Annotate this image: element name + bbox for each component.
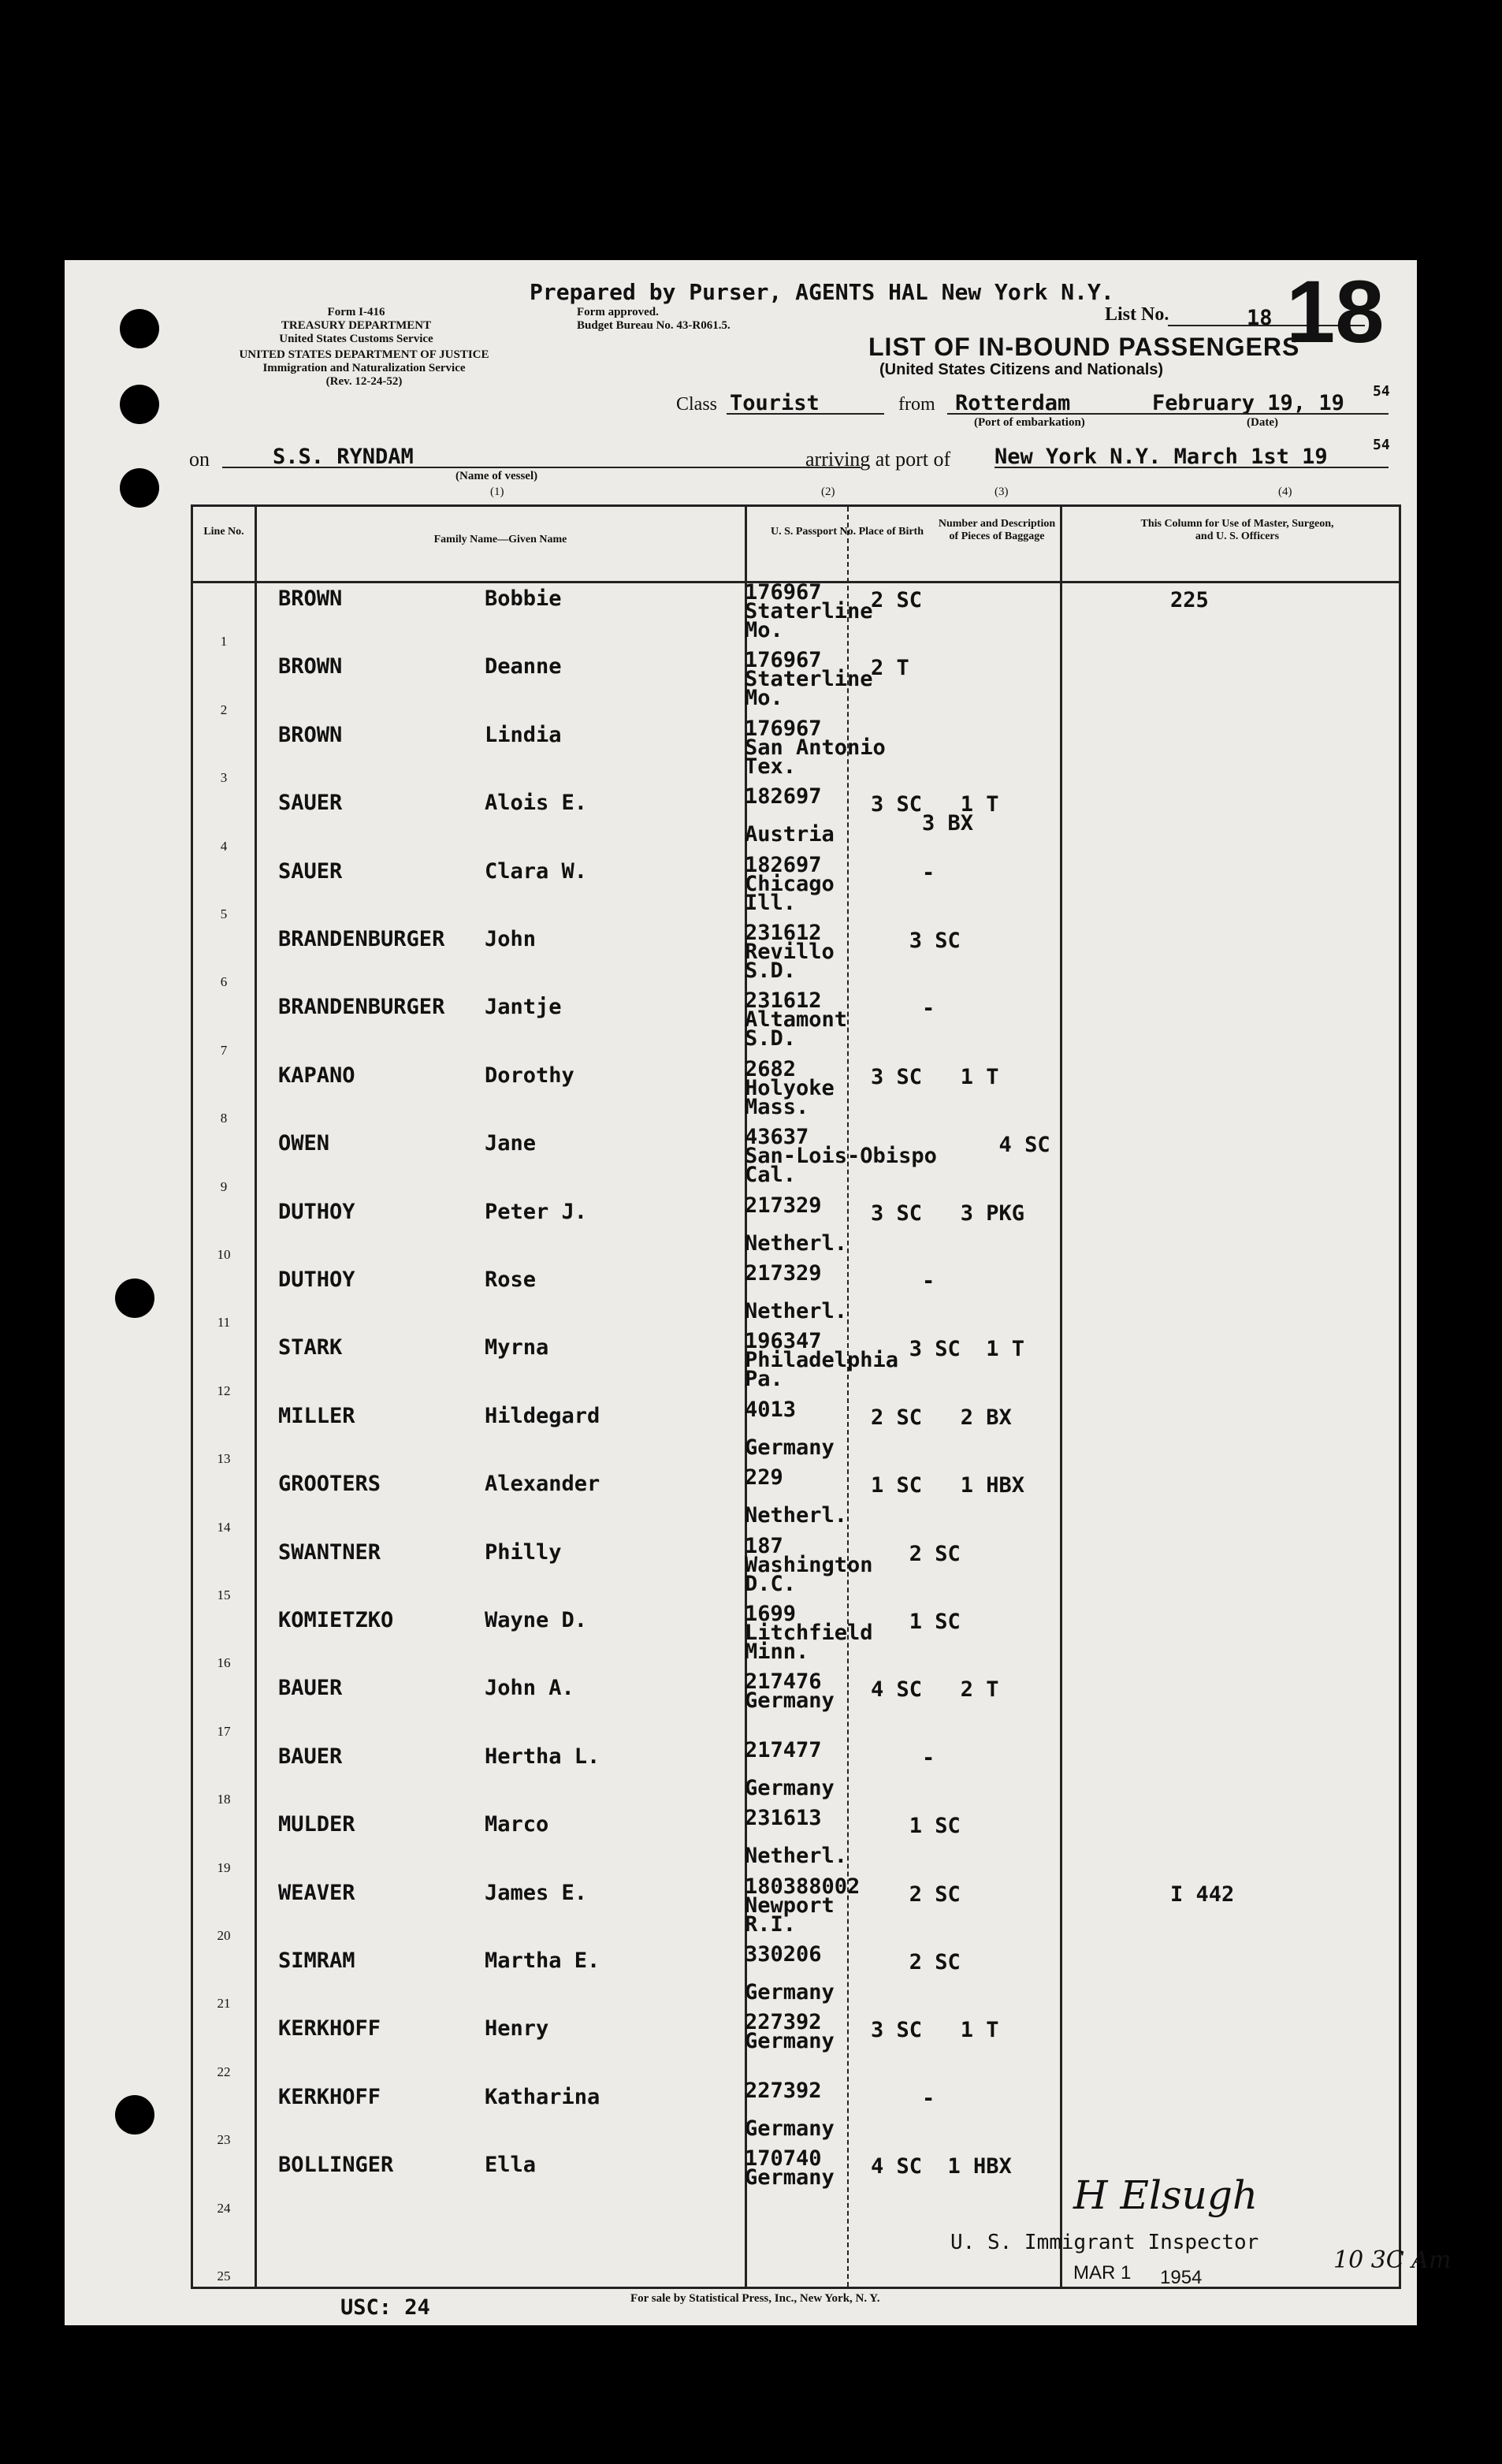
- treasury-dept: TREASURY DEPARTMENT: [281, 319, 432, 332]
- line-number: 17: [217, 1723, 231, 1739]
- passport-birthplace: 231612 Revillo S.D.: [745, 921, 835, 983]
- baggage: 2 SC: [871, 1950, 961, 1975]
- line-number: 18: [217, 1792, 231, 1807]
- passport-birthplace: 227392 Germany: [745, 2010, 835, 2054]
- line-number: 19: [217, 1859, 231, 1875]
- col-header-baggage: Number and Description of Pieces of Baggage: [938, 518, 1056, 542]
- table-row: [193, 921, 1399, 992]
- list-number-stamp: 18: [1286, 262, 1385, 361]
- line-number: 2: [220, 702, 228, 717]
- date-underline: [1152, 413, 1389, 415]
- line-number: 11: [217, 1315, 231, 1331]
- baggage: 2 SC: [871, 1881, 961, 1907]
- col-num-2: (2): [821, 486, 835, 498]
- family-name: BROWN: [278, 654, 343, 679]
- officer-note: I 442: [1170, 1881, 1235, 1907]
- line-number: 7: [220, 1042, 228, 1058]
- family-name: BROWN: [278, 722, 343, 747]
- baggage: -: [871, 1745, 935, 1770]
- passport-birthplace: 176967 Staterline Mo.: [745, 648, 873, 711]
- class-underline: [727, 413, 884, 415]
- passport-birthplace: 217329 Netherl.: [745, 1193, 848, 1256]
- inspector-label: U. S. Immigrant Inspector: [950, 2231, 1259, 2254]
- table-row: [193, 1193, 1399, 1264]
- baggage: -: [871, 2086, 935, 2111]
- table-row: [193, 1806, 1399, 1877]
- table-row: [193, 852, 1399, 924]
- baggage: 1 SC: [871, 1610, 961, 1634]
- line-number: 14: [217, 1519, 231, 1535]
- passport-birthplace: 217477 Germany: [745, 1737, 835, 1800]
- given-name: Clara W.: [485, 858, 588, 884]
- line-number: 5: [220, 906, 228, 921]
- class-label: Class: [676, 394, 718, 415]
- given-name: Marco: [485, 1812, 549, 1837]
- given-name: Lindia: [485, 722, 562, 747]
- baggage: 2 SC 2 BX: [871, 1405, 1012, 1430]
- given-name: Ella: [485, 2153, 537, 2178]
- passport-birthplace: 330206 Germany: [745, 1942, 835, 2004]
- passport-birthplace: 229 Netherl.: [745, 1465, 848, 1528]
- date-year-suffix: 54: [1373, 383, 1390, 400]
- given-name: Martha E.: [485, 1948, 600, 1973]
- justice-dept: UNITED STATES DEPARTMENT OF JUSTICE: [239, 348, 489, 361]
- table-row: [193, 1602, 1399, 1673]
- passport-birthplace: 4013 Germany: [745, 1397, 835, 1460]
- given-name: Myrna: [485, 1335, 549, 1360]
- family-name: STARK: [278, 1335, 343, 1360]
- table-row: [193, 1056, 1399, 1128]
- family-name: BROWN: [278, 586, 343, 611]
- table-row: [193, 2010, 1399, 2081]
- officer-note: 225: [1170, 588, 1209, 612]
- line-number: 16: [217, 1655, 231, 1671]
- baggage: 3 SC 1 T: [871, 2018, 999, 2043]
- prepared-by: Prepared by Purser, AGENTS HAL New York N.Y.: [530, 279, 1114, 305]
- budget-bureau: Budget Bureau No. 43-R061.5.: [577, 319, 731, 332]
- line-number: 21: [217, 1996, 231, 2012]
- arrival-year-suffix: 54: [1373, 437, 1390, 453]
- form-revision: (Rev. 12-24-52): [325, 375, 403, 388]
- line-number: 1: [220, 634, 228, 649]
- binder-hole: [120, 309, 159, 348]
- col-num-3: (3): [995, 486, 1009, 498]
- class-value: Tourist: [730, 391, 820, 415]
- given-name: Dorothy: [485, 1063, 574, 1088]
- binder-hole: [115, 1279, 154, 1318]
- form-subtitle: (United States Citizens and Nationals): [879, 361, 1164, 378]
- family-name: KERKHOFF: [278, 2016, 381, 2042]
- col-header-passport: U. S. Passport No. Place of Birth: [770, 526, 924, 538]
- given-name: Philly: [485, 1539, 562, 1565]
- passport-birthplace: 217329 Netherl.: [745, 1261, 848, 1323]
- arriving-label: arriving at port of: [805, 448, 951, 471]
- passport-birthplace: 1699 Litchfield Minn.: [745, 1602, 873, 1664]
- family-name: KOMIETZKO: [278, 1608, 394, 1632]
- binder-hole: [115, 2095, 154, 2135]
- table-row: [193, 1533, 1399, 1605]
- given-name: Deanne: [485, 654, 562, 679]
- passport-birthplace: 182697 Austria: [745, 784, 835, 847]
- list-no-label: List No.: [1105, 304, 1169, 325]
- family-name: SWANTNER: [278, 1539, 381, 1565]
- table-row: [193, 716, 1399, 787]
- table-row: [193, 1125, 1399, 1196]
- arrival-value: New York N.Y. March 1st 19: [995, 445, 1328, 469]
- table-row: [193, 988, 1399, 1059]
- baggage: 3 SC 1 T: [871, 1064, 999, 1089]
- passport-birthplace: 43637 San-Lois-Obispo Cal.: [745, 1125, 937, 1188]
- family-name: OWEN: [278, 1131, 330, 1156]
- family-name: BOLLINGER: [278, 2153, 394, 2178]
- line-number: 20: [217, 1927, 231, 1943]
- given-name: Wayne D.: [485, 1608, 588, 1632]
- baggage: 2 SC: [871, 1541, 961, 1566]
- passport-birthplace: 231612 Altamont S.D.: [745, 988, 848, 1051]
- passport-birthplace: 182697 Chicago Ill.: [745, 852, 835, 915]
- given-name: Katharina: [485, 2084, 600, 2109]
- usc-count: USC: 24: [340, 2295, 430, 2320]
- vessel-value: S.S. RYNDAM: [273, 445, 414, 469]
- passenger-table: [191, 504, 1401, 2289]
- passport-birthplace: 187 Washington D.C.: [745, 1533, 873, 1596]
- date-caption: (Date): [1247, 416, 1278, 429]
- family-name: KERKHOFF: [278, 2084, 381, 2109]
- baggage: 2 T: [871, 656, 909, 681]
- family-name: SAUER: [278, 791, 343, 816]
- baggage: -: [871, 860, 935, 885]
- baggage: 3 SC 1 T 3 BX: [871, 792, 999, 836]
- given-name: James E.: [485, 1880, 588, 1905]
- family-name: BAUER: [278, 1676, 343, 1701]
- binder-hole: [120, 468, 159, 508]
- table-row: [193, 1465, 1399, 1536]
- inspector-signature: H Elsugh: [1073, 2172, 1258, 2218]
- passport-birthplace: 176967 San Antonio Tex.: [745, 716, 886, 779]
- baggage: 1 SC: [871, 1814, 961, 1839]
- table-row: [193, 1942, 1399, 2013]
- given-name: Bobbie: [485, 586, 562, 611]
- passport-birthplace: 180388002 Newport R.I.: [745, 1874, 861, 1937]
- line-number: 23: [217, 2132, 231, 2148]
- table-row: [193, 648, 1399, 719]
- table-row: [193, 1397, 1399, 1468]
- given-name: Hildegard: [485, 1403, 600, 1428]
- given-name: Rose: [485, 1267, 537, 1292]
- given-name: Jantje: [485, 995, 562, 1020]
- line-number: 15: [217, 1587, 231, 1602]
- col-num-4: (4): [1278, 486, 1292, 498]
- vessel-caption: (Name of vessel): [455, 470, 538, 482]
- justice-block: [183, 348, 545, 389]
- customs-service: United States Customs Service: [279, 333, 433, 345]
- baggage: 3 SC 3 PKG: [871, 1200, 1025, 1226]
- date-value: February 19, 19: [1152, 391, 1344, 415]
- family-name: BRANDENBURGER: [278, 927, 445, 951]
- form-title: LIST OF IN-BOUND PASSENGERS: [868, 333, 1300, 361]
- line-number: 6: [220, 974, 228, 990]
- family-name: MILLER: [278, 1403, 355, 1428]
- family-name: BRANDENBURGER: [278, 995, 445, 1020]
- line-number: 3: [220, 770, 228, 786]
- table-row: [193, 1874, 1399, 1945]
- given-name: John A.: [485, 1676, 574, 1701]
- form-header-block: [214, 306, 498, 346]
- from-value: Rotterdam: [955, 391, 1071, 415]
- baggage: 3 SC: [871, 929, 961, 953]
- form-approved: [577, 306, 731, 333]
- from-underline: [947, 413, 1184, 415]
- vessel-underline: [222, 467, 861, 468]
- list-no-value: 18: [1247, 306, 1273, 330]
- family-name: DUTHOY: [278, 1267, 355, 1292]
- family-name: SIMRAM: [278, 1948, 355, 1973]
- ins-service: Immigration and Naturalization Service: [262, 362, 466, 374]
- line-number: 8: [220, 1111, 228, 1126]
- family-name: WEAVER: [278, 1880, 355, 1905]
- port-caption: (Port of embarkation): [974, 416, 1085, 429]
- col-header-name: Family Name—Given Name: [433, 534, 567, 545]
- family-name: GROOTERS: [278, 1472, 381, 1497]
- baggage: 4 SC 1 HBX: [871, 2154, 1012, 2179]
- given-name: Alexander: [485, 1472, 600, 1497]
- line-number: 24: [217, 2200, 231, 2216]
- col-header-line-no: Line No.: [203, 526, 244, 538]
- table-row: [193, 1329, 1399, 1400]
- table-row: [193, 1737, 1399, 1809]
- col-num-1: (1): [490, 486, 504, 498]
- family-name: KAPANO: [278, 1063, 355, 1088]
- line-number: 4: [220, 838, 228, 854]
- form-id: Form I-416: [327, 306, 385, 318]
- col-header-officers: This Column for Use of Master, Surgeon, and U. S. Officers: [1140, 518, 1334, 542]
- printer-credit: For sale by Statistical Press, Inc., New York, N. Y.: [630, 2292, 880, 2305]
- passport-birthplace: 231613 Netherl.: [745, 1806, 848, 1869]
- passport-birthplace: 196347 Philadelphia Pa.: [745, 1329, 899, 1392]
- table-row: [193, 580, 1399, 651]
- family-name: SAUER: [278, 858, 343, 884]
- line-number: 13: [217, 1451, 231, 1467]
- passport-birthplace: 227392 Germany: [745, 2078, 835, 2141]
- given-name: Hertha L.: [485, 1744, 600, 1769]
- line-number: 22: [217, 2064, 231, 2079]
- baggage: -: [871, 996, 935, 1022]
- given-name: Peter J.: [485, 1199, 588, 1224]
- stamp-date: MAR 1: [1073, 2262, 1132, 2283]
- margin-note: 10 3C Am: [1333, 2246, 1452, 2274]
- given-name: Alois E.: [485, 791, 588, 816]
- arrival-underline: [995, 467, 1389, 468]
- binder-hole: [120, 385, 159, 424]
- table-row: [193, 784, 1399, 855]
- form-approved-text: Form approved.: [577, 306, 659, 318]
- table-row: [193, 1261, 1399, 1332]
- family-name: MULDER: [278, 1812, 355, 1837]
- line-number: 9: [220, 1178, 228, 1194]
- family-name: DUTHOY: [278, 1199, 355, 1224]
- baggage: 1 SC 1 HBX: [871, 1473, 1025, 1498]
- table-row: [193, 2078, 1399, 2149]
- baggage: 3 SC 1 T: [871, 1337, 1025, 1362]
- passenger-list-page: [65, 260, 1452, 2325]
- given-name: John: [485, 927, 537, 951]
- stamp-year: 1954: [1160, 2267, 1203, 2288]
- line-number: 10: [217, 1246, 231, 1262]
- given-name: Henry: [485, 2016, 549, 2042]
- given-name: Jane: [485, 1131, 537, 1156]
- line-number: 12: [217, 1383, 231, 1398]
- passport-birthplace: 170740 Germany: [745, 2146, 835, 2190]
- passport-birthplace: 176967 Staterline Mo.: [745, 580, 873, 642]
- baggage: 2 SC: [871, 588, 923, 612]
- passport-birthplace: 217476 Germany: [745, 1669, 835, 1714]
- baggage: 4 SC 2 T: [871, 1677, 999, 1703]
- line-number: 25: [217, 2268, 231, 2283]
- passport-birthplace: 2682 Holyoke Mass.: [745, 1056, 835, 1119]
- baggage: 4 SC: [871, 1133, 1050, 1158]
- table-row: [193, 1669, 1399, 1740]
- family-name: BAUER: [278, 1744, 343, 1769]
- from-label: from: [898, 394, 935, 415]
- baggage: -: [871, 1269, 935, 1293]
- on-label: on: [189, 448, 210, 471]
